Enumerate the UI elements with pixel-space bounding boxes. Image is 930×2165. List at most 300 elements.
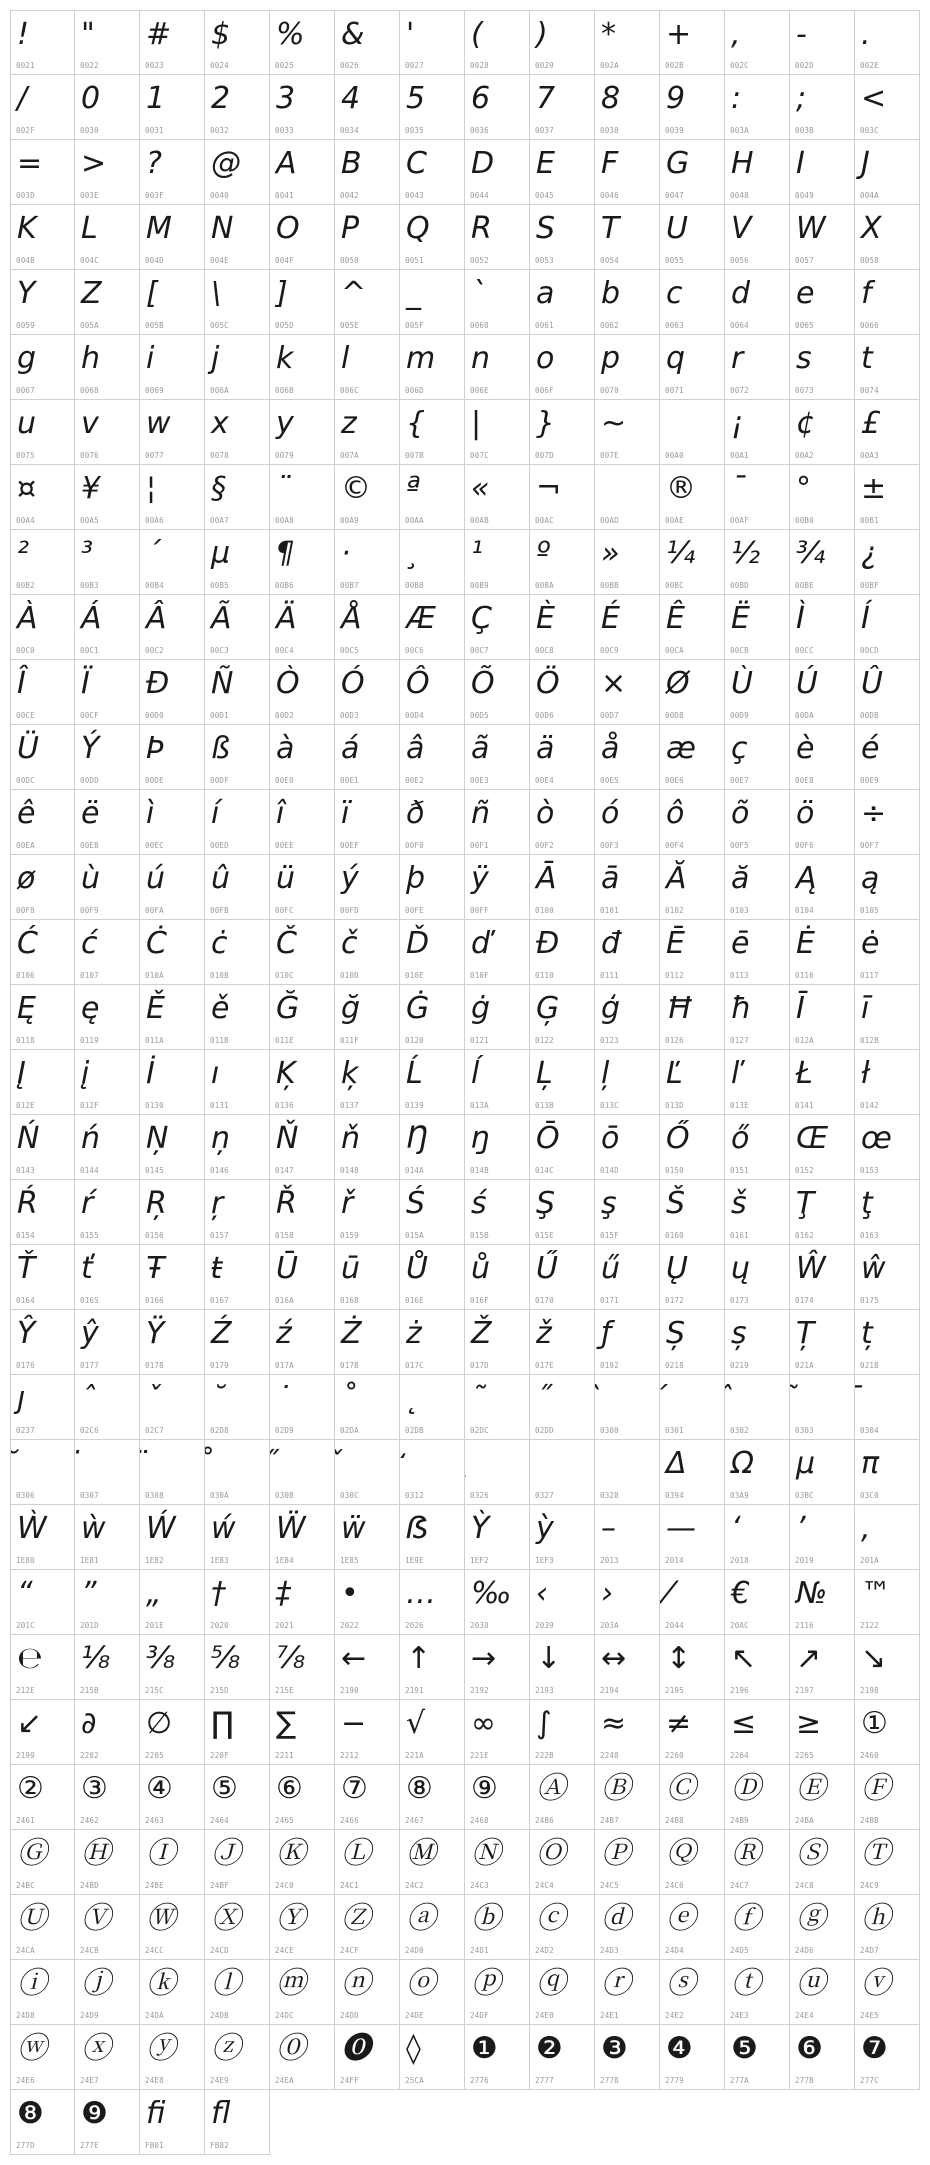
glyph-codepoint: 005D — [275, 321, 294, 330]
glyph-char: Ⓑ — [601, 1771, 631, 1806]
glyph-char: ⓪ — [276, 2031, 306, 2066]
glyph-codepoint: 017C — [405, 1361, 424, 1370]
glyph-codepoint: 24E9 — [210, 2076, 229, 2085]
glyph-row — [10, 1375, 920, 1440]
glyph-codepoint: 013B — [535, 1101, 554, 1110]
glyph-codepoint: FB01 — [145, 2141, 164, 2150]
glyph-char: ⓿ — [341, 2031, 371, 2066]
glyph-cell — [465, 1960, 530, 2025]
glyph-codepoint: 24D8 — [16, 2011, 35, 2020]
glyph-codepoint: 24C7 — [730, 1881, 749, 1890]
glyph-cell — [530, 920, 595, 985]
glyph-codepoint: 2467 — [405, 1816, 424, 1825]
glyph-codepoint: 221A — [405, 1751, 424, 1760]
glyph-cell — [660, 465, 725, 530]
glyph-cell — [205, 2090, 270, 2155]
glyph-char: Ć — [17, 926, 38, 961]
glyph-cell — [270, 335, 335, 400]
glyph-char: Ț — [796, 1316, 815, 1351]
glyph-cell — [465, 2025, 530, 2090]
glyph-row — [10, 1700, 920, 1765]
glyph-codepoint: 012E — [16, 1101, 35, 1110]
glyph-cell — [270, 465, 335, 530]
glyph-codepoint: 0122 — [535, 1036, 554, 1045]
glyph-cell — [400, 530, 465, 595]
glyph-cell — [725, 1115, 790, 1180]
glyph-codepoint: 24B7 — [600, 1816, 619, 1825]
glyph-codepoint: 0142 — [860, 1101, 879, 1110]
glyph-char: Ⓣ — [861, 1836, 891, 1871]
glyph-codepoint: 0144 — [80, 1166, 99, 1175]
glyph-cell — [335, 985, 400, 1050]
glyph-cell — [530, 1830, 595, 1895]
glyph-cell — [530, 1635, 595, 1700]
glyph-char: ļ — [601, 1056, 610, 1091]
glyph-cell — [400, 400, 465, 465]
glyph-codepoint: 015A — [405, 1231, 424, 1240]
glyph-char: r — [731, 341, 744, 376]
glyph-char: á — [341, 731, 360, 766]
glyph-char: — — [666, 1511, 696, 1546]
glyph-char: ë — [81, 796, 100, 831]
glyph-char: Ĺ — [406, 1056, 423, 1091]
glyph-codepoint: 0145 — [145, 1166, 164, 1175]
glyph-char: đ — [601, 926, 621, 961]
glyph-codepoint: 005B — [145, 321, 164, 330]
glyph-char: Ŷ — [17, 1316, 36, 1351]
glyph-char: n — [471, 341, 491, 376]
glyph-codepoint: 0022 — [80, 61, 99, 70]
glyph-cell — [530, 595, 595, 660]
glyph-row — [10, 1960, 920, 2025]
glyph-char: ↑ — [406, 1641, 432, 1676]
glyph-codepoint: 00D7 — [600, 711, 619, 720]
glyph-cell — [270, 1895, 335, 1960]
glyph-codepoint: 24E7 — [80, 2076, 99, 2085]
glyph-codepoint: 00A7 — [210, 516, 229, 525]
glyph-char: ˇ — [146, 1381, 161, 1416]
glyph-char: ⑦ — [341, 1771, 368, 1806]
glyph-cell — [335, 10, 400, 75]
glyph-cell — [465, 205, 530, 270]
glyph-cell — [400, 140, 465, 205]
glyph-codepoint: 0118 — [16, 1036, 35, 1045]
glyph-char: d — [731, 276, 751, 311]
glyph-codepoint: 00C7 — [470, 646, 489, 655]
glyph-char: ä — [536, 731, 555, 766]
glyph-cell — [205, 725, 270, 790]
glyph-cell — [790, 10, 855, 75]
glyph-codepoint: 00AE — [665, 516, 684, 525]
glyph-cell — [660, 790, 725, 855]
glyph-char: Í — [861, 601, 870, 636]
glyph-codepoint: 2026 — [405, 1621, 424, 1630]
glyph-char: ÷ — [861, 796, 887, 831]
glyph-char: ī — [861, 991, 870, 1026]
glyph-row — [10, 270, 920, 335]
glyph-char: Ŕ — [17, 1186, 38, 1221]
glyph-char: @ — [211, 146, 241, 181]
glyph-codepoint: 0146 — [210, 1166, 229, 1175]
glyph-char: ř — [341, 1186, 354, 1221]
glyph-char: ↖ — [731, 1641, 757, 1676]
glyph-char: Ù — [731, 666, 753, 701]
glyph-codepoint: 1E85 — [340, 1556, 359, 1565]
glyph-char: ⓧ — [81, 2031, 111, 2066]
glyph-codepoint: 2018 — [730, 1556, 749, 1565]
glyph-char: Á — [81, 601, 102, 636]
glyph-char: ¼ — [666, 536, 696, 571]
glyph-cell — [530, 140, 595, 205]
glyph-codepoint: 1E80 — [16, 1556, 35, 1565]
glyph-cell — [270, 1960, 335, 2025]
glyph-char: Ⓤ — [17, 1901, 47, 1936]
glyph-char: ŗ — [211, 1186, 224, 1221]
glyph-cell — [790, 530, 855, 595]
glyph-row — [10, 595, 920, 660]
glyph-char: é — [861, 731, 880, 766]
glyph-char: Ⓥ — [81, 1901, 111, 1936]
glyph-cell — [790, 205, 855, 270]
glyph-codepoint: 2462 — [80, 1816, 99, 1825]
glyph-cell — [270, 1375, 335, 1440]
glyph-char: ū — [341, 1251, 361, 1286]
glyph-cell — [400, 10, 465, 75]
glyph-cell — [725, 855, 790, 920]
glyph-codepoint: 007A — [340, 451, 359, 460]
glyph-char: Ⓟ — [601, 1836, 631, 1871]
glyph-char: ċ — [211, 926, 228, 961]
glyph-cell — [140, 855, 205, 920]
glyph-char: į — [81, 1056, 90, 1091]
glyph-codepoint: 003D — [16, 191, 35, 200]
glyph-char: Δ — [666, 1446, 687, 1481]
glyph-cell — [270, 140, 335, 205]
glyph-char: Ž — [471, 1316, 492, 1351]
glyph-cell — [530, 270, 595, 335]
glyph-codepoint: 005C — [210, 321, 229, 330]
glyph-char: Ⓙ — [211, 1836, 241, 1871]
glyph-cell — [530, 1440, 595, 1505]
glyph-char: Ý — [81, 731, 100, 766]
glyph-char: ∏ — [211, 1706, 234, 1741]
glyph-cell — [140, 530, 205, 595]
glyph-char: ⓦ — [17, 2031, 47, 2066]
glyph-cell — [855, 10, 920, 75]
glyph-char: ˝ — [536, 1381, 551, 1416]
glyph-codepoint: 0176 — [16, 1361, 35, 1370]
glyph-cell — [595, 140, 660, 205]
glyph-char: x — [211, 406, 229, 441]
glyph-cell — [10, 1960, 75, 2025]
glyph-char: Ò — [276, 666, 300, 701]
glyph-codepoint: 00A0 — [665, 451, 684, 460]
glyph-char: Ⓜ — [406, 1836, 436, 1871]
glyph-char: Þ — [146, 731, 165, 766]
glyph-codepoint: 1E83 — [210, 1556, 229, 1565]
glyph-char: f — [861, 276, 872, 311]
glyph-codepoint: 0148 — [340, 1166, 359, 1175]
glyph-codepoint: 0103 — [730, 906, 749, 915]
glyph-cell — [140, 270, 205, 335]
glyph-cell — [790, 1830, 855, 1895]
glyph-cell — [595, 10, 660, 75]
glyph-char: ¨ — [276, 471, 291, 506]
glyph-char: ≠ — [666, 1706, 692, 1741]
glyph-char: h — [81, 341, 101, 376]
glyph-codepoint: 0306 — [16, 1491, 35, 1500]
glyph-codepoint: 00C4 — [275, 646, 294, 655]
glyph-row — [10, 75, 920, 140]
glyph-cell — [205, 1505, 270, 1570]
glyph-codepoint: 0076 — [80, 451, 99, 460]
glyph-char: ê — [17, 796, 36, 831]
glyph-cell — [400, 1245, 465, 1310]
glyph-codepoint: 00CC — [795, 646, 814, 655]
glyph-cell — [270, 595, 335, 660]
glyph-char: Ẅ — [276, 1511, 306, 1546]
glyph-char: Ê — [666, 601, 685, 636]
glyph-cell — [855, 465, 920, 530]
glyph-char: ŵ — [861, 1251, 886, 1286]
glyph-codepoint: 277C — [860, 2076, 879, 2085]
glyph-cell — [725, 1050, 790, 1115]
glyph-codepoint: 0038 — [600, 126, 619, 135]
glyph-codepoint: 012B — [860, 1036, 879, 1045]
glyph-char: Ü — [17, 731, 39, 766]
glyph-cell — [790, 1245, 855, 1310]
glyph-codepoint: 0304 — [860, 1426, 879, 1435]
glyph-codepoint: 0175 — [860, 1296, 879, 1305]
glyph-cell — [465, 1635, 530, 1700]
glyph-codepoint: 03C0 — [860, 1491, 879, 1500]
glyph-cell — [400, 1180, 465, 1245]
glyph-char: \ — [211, 276, 222, 311]
glyph-char: ų — [731, 1251, 751, 1286]
glyph-codepoint: 00A1 — [730, 451, 749, 460]
glyph-cell — [595, 1050, 660, 1115]
glyph-codepoint: 0174 — [795, 1296, 814, 1305]
glyph-codepoint: 2191 — [405, 1686, 424, 1695]
glyph-codepoint: 0051 — [405, 256, 424, 265]
glyph-codepoint: 00F1 — [470, 841, 489, 850]
glyph-codepoint: 02C7 — [145, 1426, 164, 1435]
glyph-codepoint: 24D0 — [405, 1946, 424, 1955]
glyph-char: C — [406, 146, 427, 181]
glyph-cell — [140, 2090, 205, 2155]
glyph-char: Ñ — [211, 666, 234, 701]
glyph-cell — [530, 1050, 595, 1115]
glyph-char: ; — [796, 81, 807, 116]
glyph-char: š — [731, 1186, 747, 1221]
glyph-char: Ω — [731, 1446, 754, 1481]
glyph-char: ‰ — [471, 1576, 512, 1611]
glyph-char: ⓕ — [731, 1901, 761, 1936]
glyph-char: ↓ — [536, 1641, 562, 1676]
glyph-codepoint: 24C5 — [600, 1881, 619, 1890]
glyph-char: ⓟ — [471, 1966, 501, 2001]
glyph-cell — [790, 400, 855, 465]
glyph-cell — [790, 1570, 855, 1635]
glyph-char: Ō — [536, 1121, 560, 1156]
glyph-cell — [595, 1115, 660, 1180]
glyph-cell — [725, 1635, 790, 1700]
glyph-char: b — [601, 276, 621, 311]
glyph-cell — [270, 1440, 335, 1505]
glyph-char: ÿ — [471, 861, 489, 896]
glyph-cell — [530, 790, 595, 855]
glyph-codepoint: 24FF — [340, 2076, 359, 2085]
glyph-codepoint: 00DC — [16, 776, 35, 785]
glyph-codepoint: 011E — [275, 1036, 294, 1045]
glyph-cell — [10, 1115, 75, 1180]
glyph-codepoint: 24D6 — [795, 1946, 814, 1955]
glyph-codepoint: 2205 — [145, 1751, 164, 1760]
glyph-char: ¹ — [471, 536, 484, 571]
glyph-char: ① — [861, 1706, 888, 1741]
glyph-char: & — [341, 17, 365, 52]
glyph-char: . — [861, 17, 871, 52]
glyph-codepoint: 00B8 — [405, 581, 424, 590]
glyph-cell — [465, 335, 530, 400]
glyph-char: ˛ — [406, 1381, 421, 1416]
glyph-codepoint: 0075 — [16, 451, 35, 460]
glyph-char: E — [536, 146, 555, 181]
glyph-char: û — [211, 861, 231, 896]
glyph-codepoint: 2044 — [665, 1621, 684, 1630]
glyph-cell — [660, 855, 725, 920]
glyph-char: ẃ — [211, 1511, 236, 1546]
glyph-char: Ú — [796, 666, 818, 701]
glyph-cell — [75, 1765, 140, 1830]
glyph-codepoint: 0039 — [665, 126, 684, 135]
glyph-char: Ẃ — [146, 1511, 176, 1546]
glyph-char: Ø — [666, 666, 690, 701]
glyph-codepoint: 00B4 — [145, 581, 164, 590]
glyph-codepoint: 0067 — [16, 386, 35, 395]
glyph-char: Û — [861, 666, 883, 701]
glyph-codepoint: 006F — [535, 386, 554, 395]
glyph-char: ⓨ — [146, 2031, 176, 2066]
glyph-cell — [595, 2025, 660, 2090]
glyph-codepoint: 0166 — [145, 1296, 164, 1305]
glyph-cell — [10, 205, 75, 270]
glyph-codepoint: 25CA — [405, 2076, 424, 2085]
glyph-codepoint: 00CE — [16, 711, 35, 720]
glyph-codepoint: 0163 — [860, 1231, 879, 1240]
glyph-char: Ⓒ — [666, 1771, 696, 1806]
glyph-codepoint: 0025 — [275, 61, 294, 70]
glyph-cell — [75, 1700, 140, 1765]
glyph-codepoint: 0054 — [600, 256, 619, 265]
glyph-codepoint: 00D2 — [275, 711, 294, 720]
glyph-cell — [140, 1700, 205, 1765]
glyph-cell — [855, 1245, 920, 1310]
glyph-codepoint: 03BC — [795, 1491, 814, 1500]
glyph-codepoint: 007E — [600, 451, 619, 460]
glyph-codepoint: 00F2 — [535, 841, 554, 850]
glyph-char: ↔ — [601, 1641, 627, 1676]
glyph-char: − — [341, 1706, 367, 1741]
glyph-cell — [400, 1115, 465, 1180]
glyph-cell — [335, 920, 400, 985]
glyph-cell — [205, 790, 270, 855]
glyph-codepoint: 00DF — [210, 776, 229, 785]
glyph-cell — [530, 2025, 595, 2090]
glyph-codepoint: 2116 — [795, 1621, 814, 1630]
glyph-row — [10, 335, 920, 400]
glyph-cell — [660, 1050, 725, 1115]
glyph-codepoint: 24BE — [145, 1881, 164, 1890]
glyph-cell — [530, 1765, 595, 1830]
glyph-codepoint: 00FB — [210, 906, 229, 915]
glyph-codepoint: 24BC — [16, 1881, 35, 1890]
glyph-cell — [530, 10, 595, 75]
glyph-cell — [270, 1180, 335, 1245]
glyph-codepoint: 017B — [340, 1361, 359, 1370]
glyph-cell — [75, 855, 140, 920]
glyph-cell — [75, 1180, 140, 1245]
glyph-char: ŧ — [211, 1251, 223, 1286]
glyph-char: g — [17, 341, 37, 376]
glyph-codepoint: 24C6 — [665, 1881, 684, 1890]
glyph-codepoint: 002C — [730, 61, 749, 70]
glyph-codepoint: 002A — [600, 61, 619, 70]
glyph-cell — [335, 1180, 400, 1245]
glyph-codepoint: 0035 — [405, 126, 424, 135]
glyph-char: M — [146, 211, 172, 246]
glyph-cell — [855, 140, 920, 205]
glyph-cell — [140, 1960, 205, 2025]
glyph-char: ¦ — [146, 471, 157, 506]
glyph-cell — [595, 1440, 660, 1505]
glyph-char: ż — [406, 1316, 422, 1351]
glyph-char: ź — [276, 1316, 292, 1351]
glyph-cell — [140, 1440, 205, 1505]
glyph-char: ∞ — [471, 1706, 496, 1741]
glyph-codepoint: 24D9 — [80, 2011, 99, 2020]
glyph-codepoint: 0177 — [80, 1361, 99, 1370]
glyph-cell — [270, 1765, 335, 1830]
glyph-cell — [400, 1570, 465, 1635]
glyph-char: ì — [146, 796, 155, 831]
glyph-cell — [660, 1505, 725, 1570]
glyph-codepoint: 215C — [145, 1686, 164, 1695]
glyph-codepoint: 0045 — [535, 191, 554, 200]
glyph-cell — [205, 1115, 270, 1180]
glyph-cell — [205, 1050, 270, 1115]
glyph-codepoint: 011F — [340, 1036, 359, 1045]
glyph-cell — [205, 400, 270, 465]
glyph-char: Ó — [341, 666, 365, 701]
glyph-char: Ğ — [276, 991, 300, 1026]
glyph-row — [10, 855, 920, 920]
glyph-char: ↗ — [796, 1641, 822, 1676]
glyph-cell — [790, 725, 855, 790]
glyph-codepoint: 0160 — [665, 1231, 684, 1240]
glyph-codepoint: 00CA — [665, 646, 684, 655]
glyph-codepoint: 0063 — [665, 321, 684, 330]
glyph-char: Ę — [17, 991, 36, 1026]
glyph-codepoint: 00F7 — [860, 841, 879, 850]
glyph-codepoint: 24D2 — [535, 1946, 554, 1955]
glyph-char: k — [276, 341, 294, 376]
glyph-codepoint: 005A — [80, 321, 99, 330]
glyph-char: 6 — [471, 81, 491, 116]
glyph-codepoint: 24E2 — [665, 2011, 684, 2020]
glyph-char: Ś — [406, 1186, 426, 1221]
glyph-cell — [400, 790, 465, 855]
